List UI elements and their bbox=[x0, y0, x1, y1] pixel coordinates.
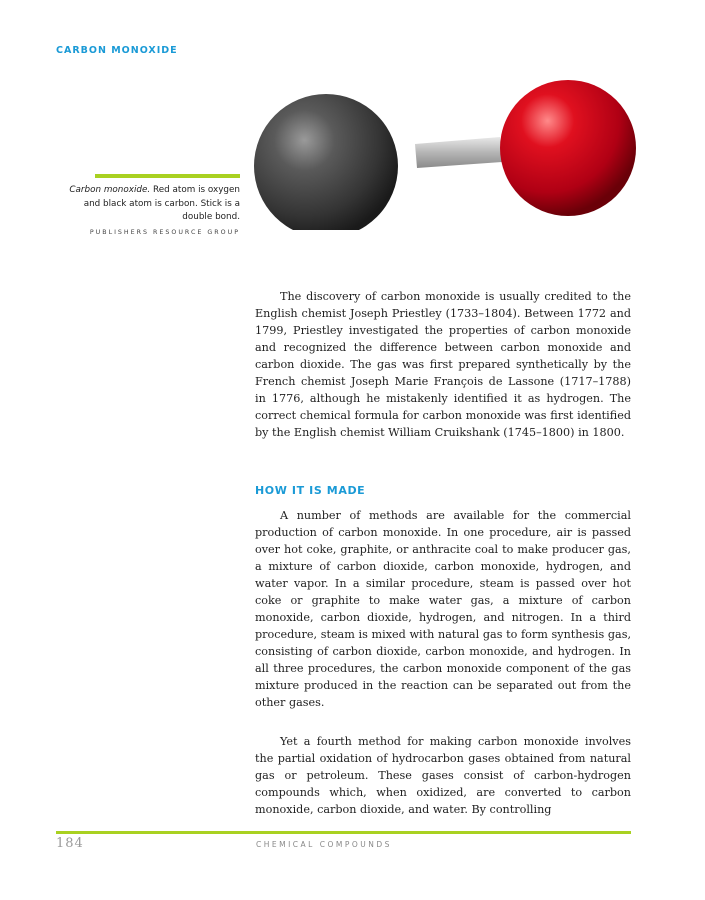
oxygen-atom bbox=[500, 80, 636, 216]
caption-lead: Carbon monoxide. bbox=[69, 185, 151, 195]
section-heading: HOW IT IS MADE bbox=[255, 484, 366, 497]
caption-text: Red atom is oxygen and black atom is carbon. Stick is a double bond. bbox=[83, 185, 240, 222]
paragraph: A number of methods are available for the commercial production of carbon monoxide. In one procedure, air is passed over hot coke, graphite, or anthracite coal to make producer gas, a mixture of carbon dioxide, carbon monoxide, hydrogen, and water vapor. In a similar procedure, steam is passed over hot coke or graphite to make water gas, a mixture of carbon monoxide, carbon dioxide, hydrogen, and nitrogen. In a third procedure, steam is mixed with natural gas to form synthesis gas, consisting of carbon dioxide, carbon monoxide, and hydrogen. In all three procedures, the carbon monoxide component of the gas mixture produced in the reaction can be separated out from the other gases. bbox=[255, 509, 631, 709]
paragraph: Yet a fourth method for making carbon monoxide involves the partial oxidation of hydrocarbon gases obtained from natural gas or petroleum. These gases consist of carbon-hydrogen compounds which, when oxidized, are converted to carbon monoxide, carbon dioxide, and water. By controlling bbox=[255, 735, 631, 816]
running-head: CARBON MONOXIDE bbox=[56, 45, 178, 56]
figure-caption bbox=[60, 184, 240, 239]
double-bond-stick bbox=[415, 137, 502, 168]
footer-rule bbox=[56, 831, 631, 834]
paragraph: The discovery of carbon monoxide is usually credited to the English chemist Joseph Priestley (1733–1804). Between 1772 and 1799, Priestley investigated the properties of carbon monoxide and recognized the difference between carbon monoxide and carbon dioxide. The gas was first prepared synthetically by the French chemist Joseph Marie François de Lassone (1717–1788) in 1776, although he mistakenly identified it as hydrogen. The correct chemical formula for carbon monoxide was first identified by the English chemist William Cruikshank (1745–1800) in 1800. bbox=[255, 290, 631, 439]
book-title: CHEMICAL COMPOUNDS bbox=[256, 840, 392, 849]
section-text bbox=[255, 507, 631, 711]
intro-text bbox=[255, 288, 631, 441]
photo-credit: PUBLISHERS RESOURCE GROUP bbox=[89, 228, 240, 236]
carbon-atom bbox=[254, 94, 398, 230]
caption-rule bbox=[95, 174, 240, 178]
carbon-monoxide-molecule-image bbox=[250, 80, 650, 230]
section-text-continued bbox=[255, 733, 631, 818]
page-number: 184 bbox=[56, 836, 84, 851]
